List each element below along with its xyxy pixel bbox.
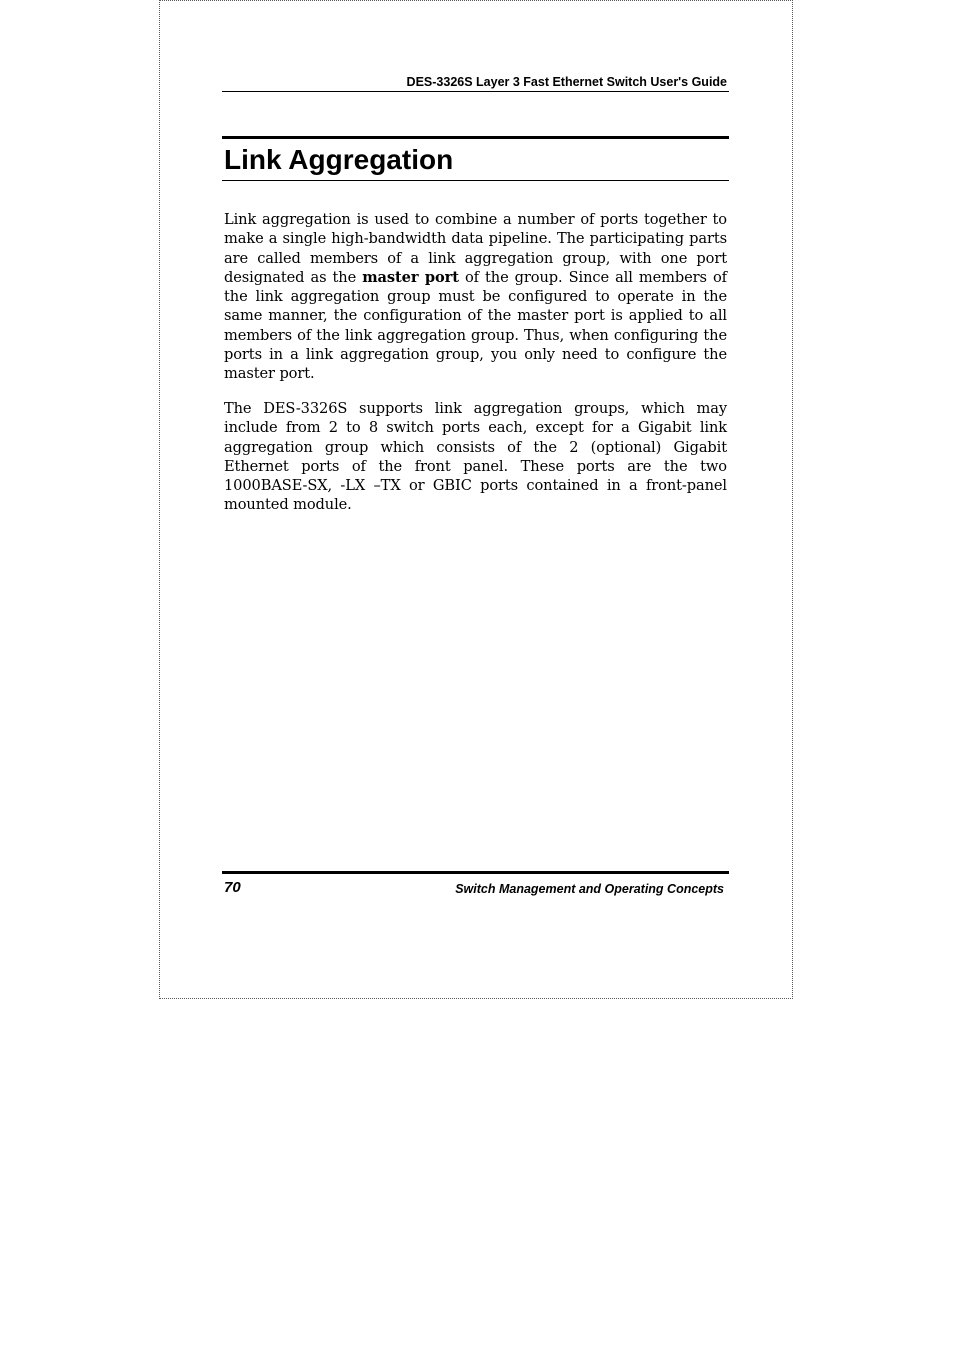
header-rule <box>222 91 729 92</box>
paragraph-des3326s-support: The DES-3326S supports link aggregation groups, which may include from 2 to 8 switch ports each, except for a Gigabit link aggregation group which consists of the 2 (optional) Gigabit Ethernet ports of the front panel. These ports are the two 1000BASE-SX, -LX –TX or GBIC ports contained in a front-panel mounted module. <box>224 400 727 514</box>
title-rule-bottom <box>222 180 729 181</box>
section-title: Link Aggregation <box>224 144 454 175</box>
running-header: DES-3326S Layer 3 Fast Ethernet Switch User's Guide <box>406 75 727 89</box>
bold-term-master-port: master port <box>362 268 459 286</box>
footer-chapter-title: Switch Management and Operating Concepts <box>455 882 724 896</box>
paragraph-text: Link aggregation is used to combine a number of ports together to make a single high-bandwidth data pipeline. The participating parts are called members of a link aggregation group, with one port designated as the <box>224 211 727 286</box>
paragraph-link-aggregation-intro <box>224 210 727 384</box>
title-rule-top <box>222 136 729 139</box>
paragraph-text: of the group. Since all members of the link aggregation group must be configured to operate in the same manner, the configuration of the master port is applied to all members of the link aggregation group. Thus, when configuring the ports in a link aggregation group, you only need to configure the master port. <box>224 268 727 383</box>
page-number: 70 <box>224 879 241 896</box>
footer-rule <box>222 871 729 874</box>
